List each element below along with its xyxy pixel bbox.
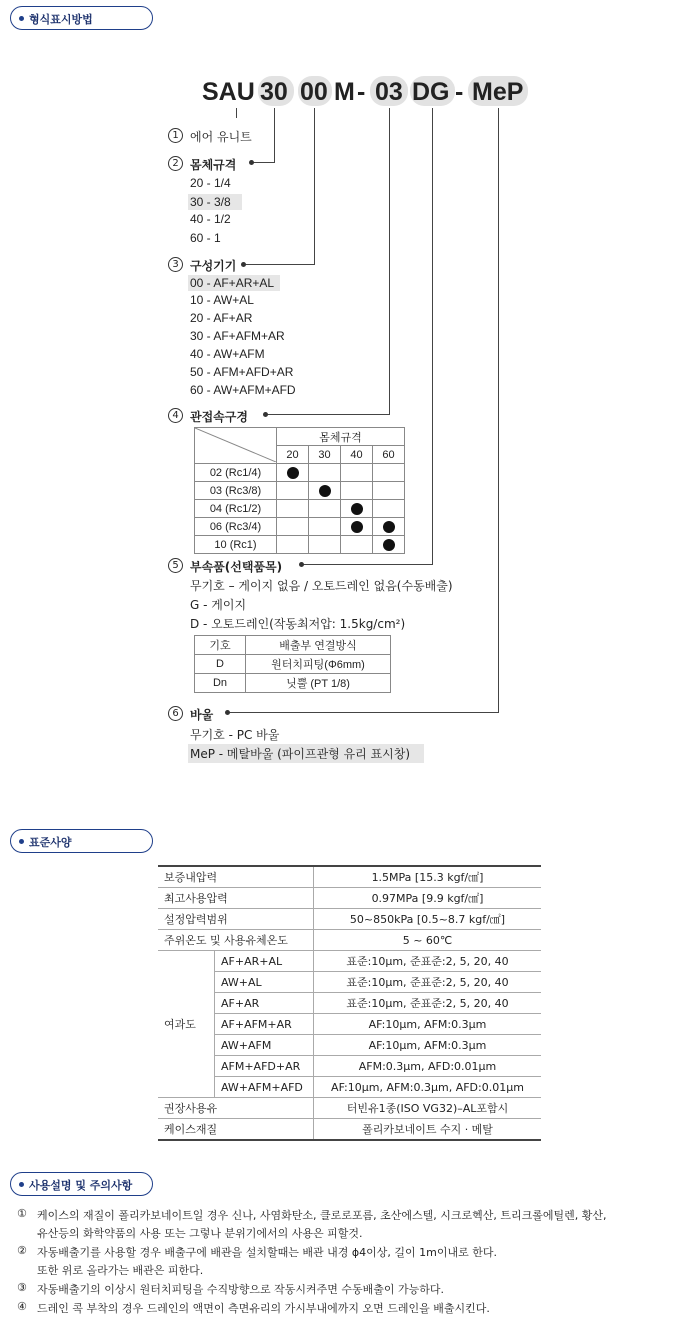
note-text: 케이스의 재질이 폴리카보네이트일 경우 신나, 사염화탄소, 클로로포름, 초산에스텔, 시크로헥산, 트리크롤에틸렌, 황산, xyxy=(37,1209,607,1222)
spec-value: 표준:10μm, 준표준:2, 5, 20, 40 xyxy=(314,951,542,972)
option-selected: MeP - 메탈바울 (파이프관형 유리 표시창) xyxy=(188,744,424,763)
size-header: 40 xyxy=(341,446,373,464)
dot-icon xyxy=(299,562,304,567)
size-header: 20 xyxy=(277,446,309,464)
spec-value: 1.5MPa [15.3 kgf/㎠] xyxy=(314,866,542,888)
table-row xyxy=(158,972,541,993)
spec-label: 케이스재질 xyxy=(158,1119,314,1141)
option: 30 - AF+AFM+AR xyxy=(190,329,285,343)
table-row xyxy=(158,1098,541,1119)
code-part: 00 xyxy=(300,78,328,106)
item-label: 구성기기 xyxy=(190,259,237,273)
code-part: MeP xyxy=(472,78,524,106)
spec-label: 권장사용유 xyxy=(158,1098,314,1119)
item-label: 부속품(선택품목) xyxy=(190,560,283,574)
option: 40 - AW+AFM xyxy=(190,347,265,361)
note-text: 드레인 콕 부착의 경우 드레인의 액면이 측면유리의 가시부내에까지 오면 드레인을 배출시킨다. xyxy=(37,1302,490,1315)
filled-circle-icon xyxy=(383,539,395,551)
port-label: 04 (Rc1/2) xyxy=(195,500,277,518)
note-number: ② xyxy=(17,1244,27,1257)
table-header: 기호 xyxy=(195,636,246,655)
table-row xyxy=(158,866,541,888)
table-row xyxy=(158,993,541,1014)
table-row xyxy=(195,482,405,500)
section-header-model xyxy=(10,6,153,30)
group-header: 몸체규격 xyxy=(277,428,405,446)
option: 20 - AF+AR xyxy=(190,311,253,325)
note-text: 자동배출기를 사용할 경우 배출구에 배관을 설치할때는 배관 내경 ϕ4이상, 길이 1m이내로 한다. xyxy=(37,1246,497,1259)
code-part: M xyxy=(334,78,355,106)
code-part: - xyxy=(357,78,366,106)
table-row xyxy=(195,536,405,554)
port-label: 10 (Rc1) xyxy=(195,536,277,554)
section-header-spec xyxy=(10,829,153,853)
option-selected: 30 - 3/8 xyxy=(188,194,242,210)
port-label: 06 (Rc3/4) xyxy=(195,518,277,536)
table-row xyxy=(158,951,541,972)
spec-value: AF:10μm, AFM:0.3μm, AFD:0.01μm xyxy=(314,1077,542,1098)
spec-value: 폴리카보네이트 수지 · 메탈 xyxy=(314,1119,542,1141)
table-row xyxy=(158,930,541,951)
item-label: 바울 xyxy=(190,708,214,722)
table-cell: 원터치피팅(Φ6mm) xyxy=(246,655,391,674)
filled-circle-icon xyxy=(351,503,363,515)
table-row xyxy=(195,464,405,482)
item-label: 관접속구경 xyxy=(190,410,248,424)
table-row xyxy=(158,1056,541,1077)
dot-icon xyxy=(241,262,246,267)
spec-value: 표준:10μm, 준표준:2, 5, 20, 40 xyxy=(314,972,542,993)
spec-value: 0.97MPa [9.9 kgf/㎠] xyxy=(314,888,542,909)
code-part: 30 xyxy=(260,78,288,106)
section-title: 표준사양 xyxy=(29,836,72,849)
spec-value: AF:10μm, AFM:0.3μm xyxy=(314,1035,542,1056)
spec-value: 50~850kPa [0.5~8.7 kgf/㎠] xyxy=(314,909,542,930)
option: 60 - AW+AFM+AFD xyxy=(190,383,296,397)
code-part: DG xyxy=(412,78,450,106)
dot-icon xyxy=(263,412,268,417)
option: 20 - 1/4 xyxy=(190,176,231,190)
filter-combo: AW+AFM xyxy=(215,1035,314,1056)
number-circle: 2 xyxy=(168,156,183,171)
drain-table xyxy=(194,635,391,693)
filled-circle-icon xyxy=(351,521,363,533)
filter-combo: AW+AL xyxy=(215,972,314,993)
connection-table xyxy=(194,427,405,554)
table-row xyxy=(195,674,391,693)
number-circle: 5 xyxy=(168,558,183,573)
table-row xyxy=(158,1119,541,1141)
port-label: 02 (Rc1/4) xyxy=(195,464,277,482)
option: 50 - AFM+AFD+AR xyxy=(190,365,294,379)
bullet-dot-icon xyxy=(19,16,24,21)
table-row xyxy=(158,909,541,930)
option-text: 무기호 – 게이지 없음 / 오토드레인 없음(수동배출) xyxy=(190,579,453,593)
note-number: ③ xyxy=(17,1281,27,1294)
option-text: 무기호 - PC 바울 xyxy=(190,728,280,742)
table-header: 배출부 연결방식 xyxy=(246,636,391,655)
filter-combo: AFM+AFD+AR xyxy=(215,1056,314,1077)
note-text: 자동배출기의 이상시 원터치피팅을 수직방향으로 작동시켜주면 수동배출이 가능하다. xyxy=(37,1283,445,1296)
option: 60 - 1 xyxy=(190,231,221,245)
note-number: ① xyxy=(17,1207,27,1220)
code-part: - xyxy=(455,78,464,106)
spec-value: 표준:10μm, 준표준:2, 5, 20, 40 xyxy=(314,993,542,1014)
spec-label: 설정압력범위 xyxy=(158,909,314,930)
spec-table xyxy=(158,865,541,1141)
table-row xyxy=(158,888,541,909)
spec-value: 터빈유1종(ISO VG32)–AL포함시 xyxy=(314,1098,542,1119)
spec-value: AFM:0.3μm, AFD:0.01μm xyxy=(314,1056,542,1077)
item-label: 에어 유니트 xyxy=(190,130,252,144)
spec-label: 주위온도 및 사용유체온도 xyxy=(158,930,314,951)
table-row xyxy=(195,655,391,674)
section-header-usage xyxy=(10,1172,153,1196)
section-title: 형식표시방법 xyxy=(29,13,93,26)
option-text: G - 게이지 xyxy=(190,598,247,612)
filter-combo: AF+AR xyxy=(215,993,314,1014)
dot-icon xyxy=(225,710,230,715)
filter-combo: AW+AFM+AFD xyxy=(215,1077,314,1098)
size-header: 30 xyxy=(309,446,341,464)
number-circle: 4 xyxy=(168,408,183,423)
item-label: 몸체규격 xyxy=(190,158,237,172)
spec-label: 보증내압력 xyxy=(158,866,314,888)
option-text: D - 오토드레인(작동최저압: 1.5kg/cm²) xyxy=(190,617,406,631)
table-row xyxy=(195,518,405,536)
dot-icon xyxy=(249,160,254,165)
number-circle: 3 xyxy=(168,257,183,272)
bullet-dot-icon xyxy=(19,839,24,844)
option-selected: 00 - AF+AR+AL xyxy=(188,275,280,291)
number-circle: 1 xyxy=(168,128,183,143)
table-row xyxy=(195,500,405,518)
filter-combo: AF+AR+AL xyxy=(215,951,314,972)
number-circle: 6 xyxy=(168,706,183,721)
filter-combo: AF+AFM+AR xyxy=(215,1014,314,1035)
port-label: 03 (Rc3/8) xyxy=(195,482,277,500)
table-cell: 닛뿔 (PT 1/8) xyxy=(246,674,391,693)
table-row xyxy=(158,1077,541,1098)
size-header: 60 xyxy=(373,446,405,464)
filled-circle-icon xyxy=(319,485,331,497)
spec-value: AF:10μm, AFM:0.3μm xyxy=(314,1014,542,1035)
note-number: ④ xyxy=(17,1300,27,1313)
diagonal-cell xyxy=(195,428,277,464)
filled-circle-icon xyxy=(287,467,299,479)
code-part: SAU xyxy=(202,78,255,106)
bullet-dot-icon xyxy=(19,1182,24,1187)
table-row xyxy=(158,1035,541,1056)
table-cell: D xyxy=(195,655,246,674)
table-row xyxy=(158,1014,541,1035)
spec-label: 최고사용압력 xyxy=(158,888,314,909)
code-part: 03 xyxy=(375,78,403,106)
filled-circle-icon xyxy=(383,521,395,533)
note-text: 유산등의 화학약품의 사용 또는 그렇나 분위기에서의 사용은 피할것. xyxy=(37,1227,363,1240)
option: 40 - 1/2 xyxy=(190,212,231,226)
table-cell: Dn xyxy=(195,674,246,693)
option: 10 - AW+AL xyxy=(190,293,254,307)
note-text: 또한 위로 올라가는 배관은 피한다. xyxy=(37,1264,204,1277)
spec-label: 여과도 xyxy=(158,951,215,1098)
section-title: 사용설명 및 주의사항 xyxy=(29,1179,133,1192)
spec-value: 5 ~ 60℃ xyxy=(314,930,542,951)
